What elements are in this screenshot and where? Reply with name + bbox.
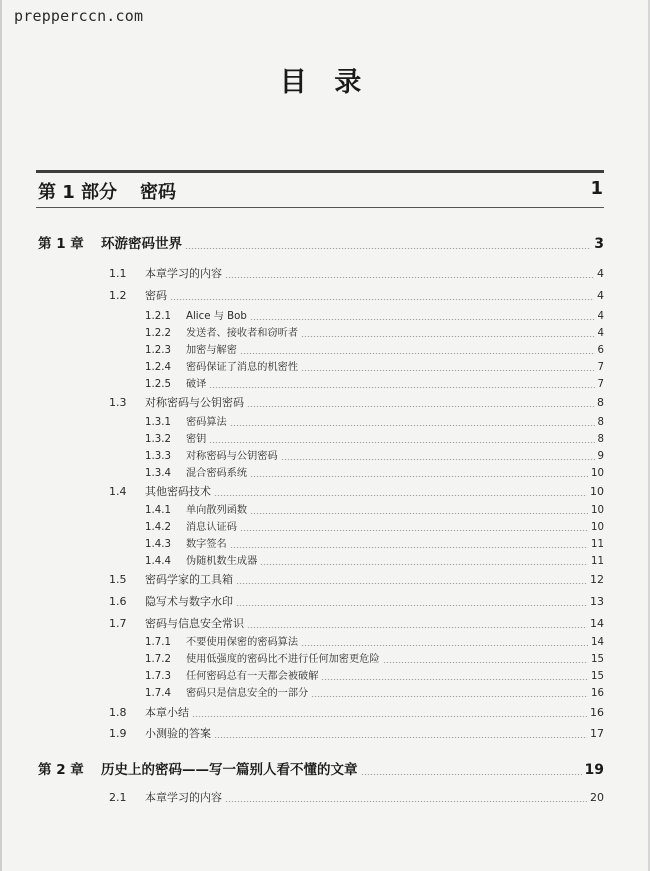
part-rule-top <box>36 170 604 173</box>
toc-sub-entry[interactable] <box>145 636 604 649</box>
toc-sub-entry[interactable] <box>145 450 604 463</box>
toc-entry-title: 环游密码世界 <box>101 236 182 252</box>
toc-leader-dots <box>209 442 594 443</box>
toc-entry-page: 4 <box>597 289 604 302</box>
toc-entry-number: 1.3 <box>109 396 127 409</box>
toc-entry-title: 密码算法 <box>186 417 227 428</box>
toc-entry-number: 1.2.1 <box>145 311 171 322</box>
toc-sub-entry[interactable] <box>145 555 604 568</box>
toc-entry-title: 密码与信息安全常识 <box>145 617 244 630</box>
toc-entry-page: 12 <box>590 573 604 586</box>
toc-entry-number: 1.2.4 <box>145 362 171 373</box>
toc-section-entry[interactable] <box>109 706 604 720</box>
toc-entry-page: 11 <box>591 556 604 567</box>
toc-entry-number: 1.3.3 <box>145 451 171 462</box>
toc-entry-number: 1.7.2 <box>145 654 171 665</box>
toc-leader-dots <box>301 336 594 337</box>
toc-entry-title: 任何密码总有一天都会被破解 <box>186 671 319 682</box>
toc-section-entry[interactable] <box>109 617 604 631</box>
toc-leader-dots <box>236 583 587 584</box>
part-rule-bottom <box>36 207 604 208</box>
toc-entry-number: 1.7.4 <box>145 688 171 699</box>
toc-section-entry[interactable] <box>109 267 604 281</box>
part-title: 密码 <box>140 182 176 203</box>
toc-entry-page: 10 <box>591 522 604 533</box>
part-heading[interactable] <box>38 178 603 204</box>
toc-leader-dots <box>225 801 587 802</box>
toc-sub-entry[interactable] <box>145 670 604 683</box>
toc-entry-title: 密码 <box>145 289 167 302</box>
toc-leader-dots <box>214 737 587 738</box>
toc-sub-entry[interactable] <box>145 538 604 551</box>
page-title: 目 录 <box>279 67 371 98</box>
toc-entry-page: 14 <box>590 617 604 630</box>
toc-entry-number: 1.4.2 <box>145 522 171 533</box>
toc-entry-page: 13 <box>590 595 604 608</box>
toc-entry-number: 1.2.2 <box>145 328 171 339</box>
toc-chapter-entry[interactable] <box>38 236 604 253</box>
toc-leader-dots <box>209 387 594 388</box>
toc-sub-entry[interactable] <box>145 344 604 357</box>
toc-entry-page: 8 <box>597 417 604 428</box>
toc-entry-page: 14 <box>591 637 604 648</box>
toc-entry-title: 对称密码与公钥密码 <box>145 396 244 409</box>
toc-section-entry[interactable] <box>109 485 604 499</box>
toc-entry-title: 数字签名 <box>186 539 227 550</box>
toc-leader-dots <box>301 370 594 371</box>
toc-entry-title: Alice 与 Bob <box>186 311 247 322</box>
part-number: 第 1 部分 <box>38 182 118 203</box>
toc-entry-number: 1.6 <box>109 595 127 608</box>
toc-entry-number: 1.3.1 <box>145 417 171 428</box>
toc-sub-entry[interactable] <box>145 504 604 517</box>
toc-entry-page: 8 <box>597 396 604 409</box>
toc-entry-number: 1.2.3 <box>145 345 171 356</box>
toc-entry-number: 1.4.1 <box>145 505 171 516</box>
toc-leader-dots <box>361 774 582 775</box>
toc-entry-number: 1.3.4 <box>145 468 171 479</box>
toc-entry-title: 密码保证了消息的机密性 <box>186 362 299 373</box>
toc-section-entry[interactable] <box>109 573 604 587</box>
toc-entry-title: 历史上的密码——写一篇别人看不懂的文章 <box>101 762 358 778</box>
toc-sub-entry[interactable] <box>145 310 604 323</box>
toc-entry-number: 2.1 <box>109 791 127 804</box>
toc-sub-entry[interactable] <box>145 467 604 480</box>
toc-entry-number: 1.2.5 <box>145 379 171 390</box>
toc-entry-title: 密钥 <box>186 434 207 445</box>
toc-entry-title: 使用低强度的密码比不进行任何加密更危险 <box>186 654 380 665</box>
toc-entry-title: 单向散列函数 <box>186 505 248 516</box>
toc-entry-page: 17 <box>590 727 604 740</box>
toc-leader-dots <box>250 476 588 477</box>
toc-leader-dots <box>185 248 591 249</box>
toc-section-entry[interactable] <box>109 727 604 741</box>
toc-entry-title: 本章小结 <box>145 706 189 719</box>
toc-leader-dots <box>230 425 595 426</box>
toc-entry-title: 伪随机数生成器 <box>186 556 258 567</box>
toc-section-entry[interactable] <box>109 396 604 410</box>
toc-entry-number: 1.4.4 <box>145 556 171 567</box>
toc-entry-page: 10 <box>591 468 604 479</box>
toc-sub-entry[interactable] <box>145 378 604 391</box>
toc-sub-entry[interactable] <box>145 521 604 534</box>
toc-entry-number: 1.7.1 <box>145 637 171 648</box>
toc-entry-number: 1.9 <box>109 727 127 740</box>
toc-entry-title: 小测验的答案 <box>145 727 211 740</box>
toc-entry-number: 第 2 章 <box>38 762 84 778</box>
toc-entry-title: 不要使用保密的密码算法 <box>186 637 299 648</box>
toc-entry-number: 1.7.3 <box>145 671 171 682</box>
page-edge-left <box>0 0 2 871</box>
toc-entry-page: 10 <box>591 505 604 516</box>
toc-leader-dots <box>250 513 588 514</box>
toc-leader-dots <box>225 277 594 278</box>
toc-entry-number: 1.2 <box>109 289 127 302</box>
toc-chapter-entry[interactable] <box>38 762 604 779</box>
toc-entry-page: 16 <box>590 706 604 719</box>
toc-leader-dots <box>214 495 587 496</box>
toc-entry-title: 加密与解密 <box>186 345 237 356</box>
toc-entry-page: 3 <box>594 236 604 252</box>
toc-section-entry[interactable] <box>109 595 604 609</box>
toc-entry-page: 19 <box>584 762 604 778</box>
toc-entry-number: 1.4.3 <box>145 539 171 550</box>
toc-entry-page: 15 <box>591 671 604 682</box>
toc-sub-entry[interactable] <box>145 416 604 429</box>
toc-entry-number: 第 1 章 <box>38 236 84 252</box>
toc-entry-page: 7 <box>597 362 604 373</box>
watermark: prepperccn.com <box>14 7 144 25</box>
toc-entry-number: 1.4 <box>109 485 127 498</box>
toc-entry-number: 1.5 <box>109 573 127 586</box>
toc-sub-entry[interactable] <box>145 433 604 446</box>
toc-leader-dots <box>301 645 588 646</box>
toc-entry-title: 消息认证码 <box>186 522 237 533</box>
toc-leader-dots <box>240 353 595 354</box>
toc-entry-number: 1.8 <box>109 706 127 719</box>
toc-entry-title: 本章学习的内容 <box>145 791 222 804</box>
toc-entry-page: 4 <box>597 267 604 280</box>
toc-entry-page: 15 <box>591 654 604 665</box>
toc-leader-dots <box>247 627 587 628</box>
toc-leader-dots <box>170 299 594 300</box>
toc-sub-entry[interactable] <box>145 687 604 700</box>
toc-entry-number: 1.3.2 <box>145 434 171 445</box>
toc-entry-title: 密码学家的工具箱 <box>145 573 233 586</box>
toc-entry-page: 7 <box>597 379 604 390</box>
part-page: 1 <box>590 178 603 199</box>
toc-leader-dots <box>230 547 588 548</box>
toc-section-entry[interactable] <box>109 791 604 805</box>
toc-entry-page: 10 <box>590 485 604 498</box>
toc-leader-dots <box>236 605 587 606</box>
toc-leader-dots <box>311 696 588 697</box>
toc-entry-page: 16 <box>591 688 604 699</box>
toc-entry-page: 8 <box>597 434 604 445</box>
toc-entry-title: 本章学习的内容 <box>145 267 222 280</box>
toc-entry-page: 6 <box>597 345 604 356</box>
toc-entry-number: 1.1 <box>109 267 127 280</box>
toc-entry-title: 隐写术与数字水印 <box>145 595 233 608</box>
toc-leader-dots <box>240 530 588 531</box>
toc-leader-dots <box>247 406 594 407</box>
toc-entry-page: 4 <box>597 311 604 322</box>
toc-entry-page: 4 <box>597 328 604 339</box>
toc-entry-title: 混合密码系统 <box>186 468 248 479</box>
toc-leader-dots <box>192 716 587 717</box>
toc-leader-dots <box>321 679 588 680</box>
toc-entry-page: 9 <box>597 451 604 462</box>
toc-leader-dots <box>260 564 588 565</box>
toc-sub-entry[interactable] <box>145 361 604 374</box>
toc-leader-dots <box>281 459 595 460</box>
toc-sub-entry[interactable] <box>145 653 604 666</box>
toc-entry-title: 密码只是信息安全的一部分 <box>186 688 309 699</box>
toc-sub-entry[interactable] <box>145 327 604 340</box>
toc-entry-title: 对称密码与公钥密码 <box>186 451 278 462</box>
toc-entry-title: 发送者、接收者和窃听者 <box>186 328 299 339</box>
toc-entry-page: 20 <box>590 791 604 804</box>
toc-section-entry[interactable] <box>109 289 604 303</box>
toc-entry-page: 11 <box>591 539 604 550</box>
toc-entry-title: 其他密码技术 <box>145 485 211 498</box>
toc-entry-title: 破译 <box>186 379 207 390</box>
toc-entry-number: 1.7 <box>109 617 127 630</box>
toc-leader-dots <box>250 319 595 320</box>
toc-leader-dots <box>383 662 588 663</box>
